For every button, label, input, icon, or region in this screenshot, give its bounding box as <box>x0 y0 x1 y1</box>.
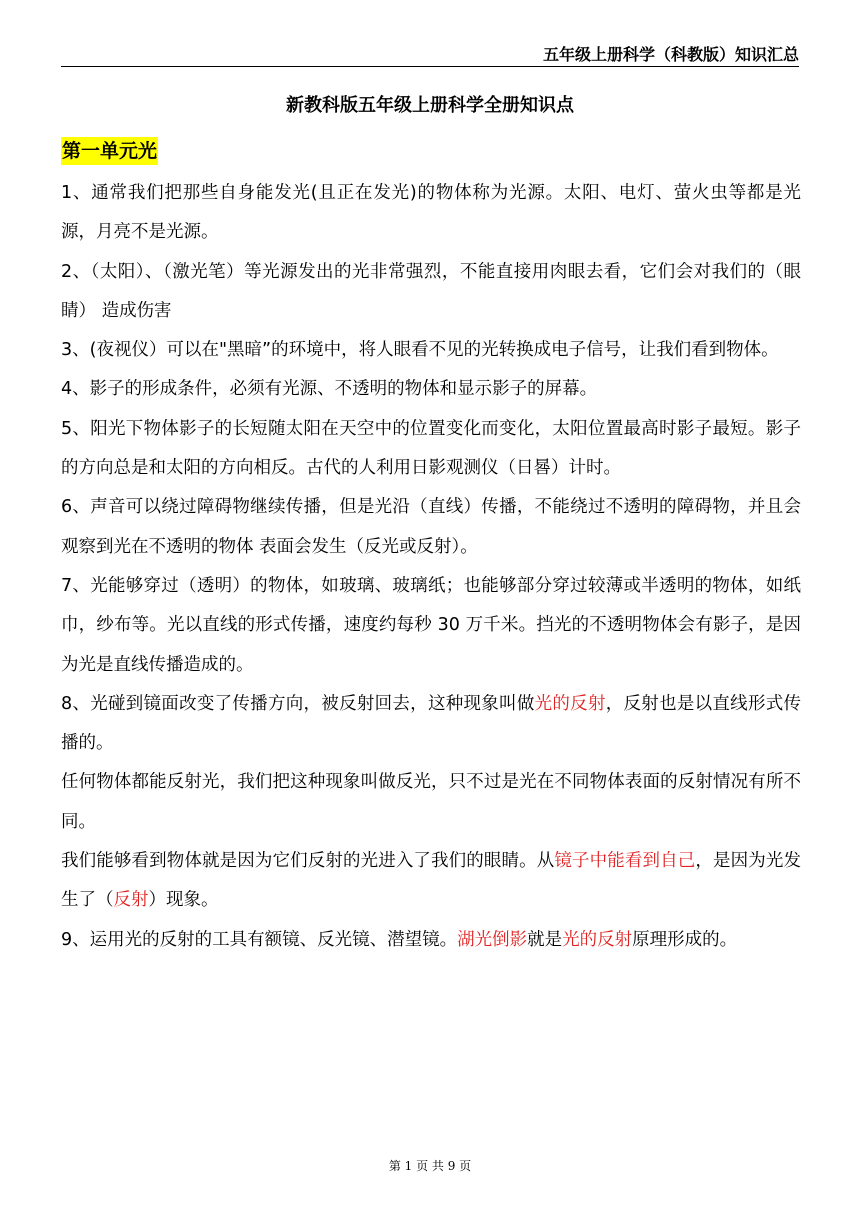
text-run: 7、光能够穿过（透明）的物体，如玻璃、玻璃纸；也能够部分穿过较薄或半透明的物体，如纸巾，纱布等。光以直线的形式传播，速度约每秒 30 万千米。挡光的不透明物体会有影子，是因为光是直线传播造成的。 <box>61 575 801 675</box>
page-number-footer: 第 1 页 共 9 页 <box>388 1159 472 1173</box>
paragraph-7 <box>61 567 801 685</box>
text-run: 5、阳光下物体影子的长短随太阳在天空中的位置变化而变化，太阳位置最高时影子最短。影子的方向总是和太阳的方向相反。古代的人利用日影观测仪（日晷）计时。 <box>61 418 801 479</box>
paragraph-9 <box>61 763 801 842</box>
paragraph-11 <box>61 921 801 960</box>
text-run: 6、声音可以绕过障碍物继续传播，但是光沿（直线）传播，不能绕过不透明的障碍物，并且会观察到光在不透明的物体 表面会发生（反光或反射）。 <box>61 497 801 557</box>
text-run: 9、运用光的反射的工具有额镜、反光镜、潜望镜。 <box>61 929 458 950</box>
highlighted-term: 反射 <box>113 890 149 911</box>
paragraph-5 <box>61 410 801 489</box>
text-run: 原理形成的。 <box>632 929 738 950</box>
paragraph-6 <box>61 488 801 567</box>
text-run: 任何物体都能反射光，我们把这种现象叫做反光，只不过是光在不同物体表面的反射情况有所不同。 <box>61 772 801 832</box>
paragraph-4 <box>61 370 801 409</box>
document-body <box>61 174 801 960</box>
highlighted-term: 光的反射 <box>534 693 606 714</box>
text-run: 8、光碰到镜面改变了传播方向，被反射回去，这种现象叫做 <box>61 693 535 714</box>
text-run: 4、影子的形成条件，必须有光源、不透明的物体和显示影子的屏幕。 <box>61 379 598 400</box>
paragraph-1 <box>61 174 801 253</box>
text-run: 就是 <box>527 929 563 950</box>
text-run: 3、(夜视仪）可以在"黑暗”的环境中，将人眼看不见的光转换成电子信号，让我们看到物体。 <box>61 340 779 361</box>
text-run: 1、通常我们把那些自身能发光(且正在发光)的物体称为光源。太阳、电灯、萤火虫等都是光源，月亮不是光源。 <box>61 183 801 243</box>
text-run: ）现象。 <box>148 890 219 911</box>
header-divider <box>61 66 799 67</box>
text-run: 2、（太阳）、（激光笔）等光源发出的光非常强烈，不能直接用肉眼去看，它们会对我们的（眼睛） 造成伤害 <box>61 261 801 321</box>
highlighted-term: 镜子中能看到自己 <box>554 851 696 872</box>
text-run: ，反射也是以直线形式传播的。 <box>61 693 802 754</box>
unit-heading: 第一单元光 <box>61 137 158 165</box>
paragraph-2 <box>61 253 801 332</box>
text-run: ，是因为光发生了（ <box>61 851 802 911</box>
paragraph-10 <box>61 842 801 921</box>
highlighted-term: 湖光倒影 <box>457 929 528 950</box>
running-header: 五年级上册科学（科教版）知识汇总 <box>542 45 799 64</box>
highlighted-term: 光的反射 <box>562 929 633 950</box>
document-title: 新教科版五年级上册科学全册知识点 <box>286 95 574 116</box>
paragraph-8 <box>61 685 801 764</box>
paragraph-3 <box>61 331 801 370</box>
text-run: 我们能够看到物体就是因为它们反射的光进入了我们的眼睛。从 <box>61 851 555 872</box>
